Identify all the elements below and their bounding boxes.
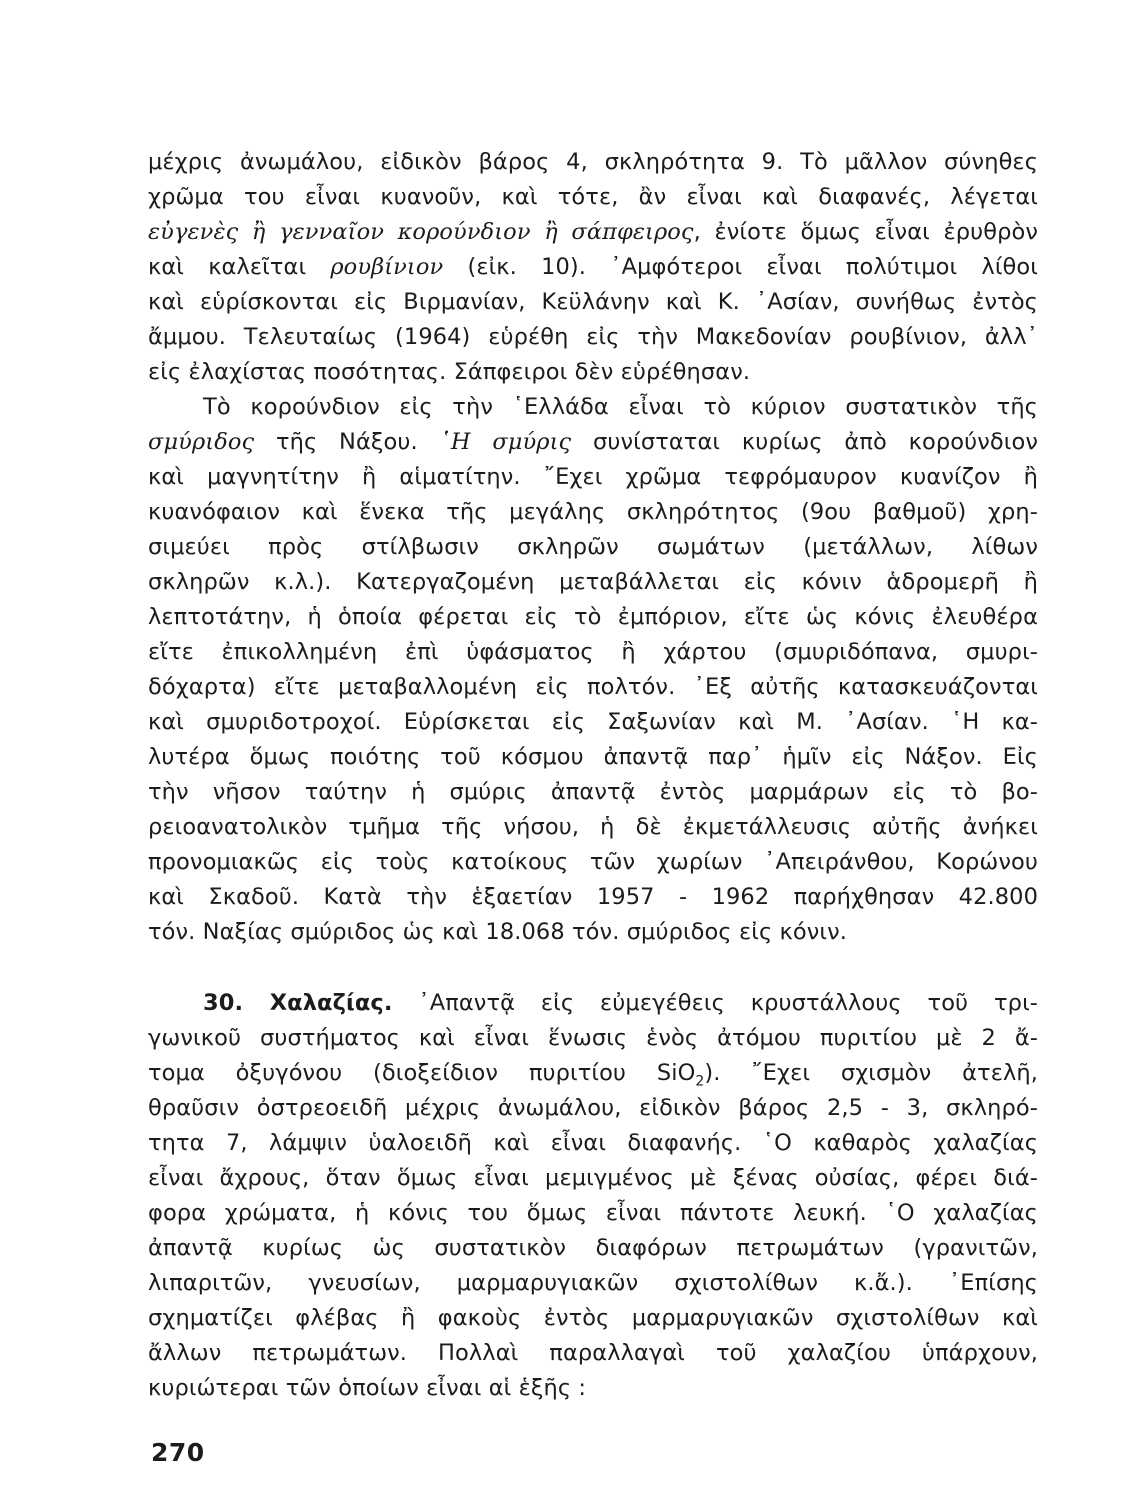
text-line: κυανόφαιον καὶ ἕνεκα τῆς μεγάλης σκληρότητος (9ου βαθμοῦ) χρη- [148, 499, 1038, 525]
section-heading: 30. Χαλαζίας. [203, 990, 393, 1016]
text-line: χρῶμα του εἶναι κυανοῦν, καὶ τότε, ἂν εἶναι καὶ διαφανές, λέγεται [148, 184, 1038, 210]
text-line: προνομιακῶς εἰς τοὺς κατοίκους τῶν χωρίων ᾿Απειράνθου, Κορώνου [148, 849, 1038, 875]
text-line: Τὸ κορούνδιον εἰς τὴν ῾Ελλάδα εἶναι τὸ κύριον συστατικὸν τῆς [203, 394, 1038, 420]
italic-term: ῾Η σμύρις [439, 429, 572, 455]
italic-term: εὐγενὲς ἢ γενναῖον κορούνδιον ἢ σάπφειρος [148, 219, 694, 245]
text-run: τῆς Νάξου. [254, 429, 440, 455]
text-line: λιπαριτῶν, γνευσίων, μαρμαρυγιακῶν σχιστολίθων κ.ἄ.). ᾿Επίσης [148, 1270, 1038, 1296]
page-body [148, 145, 1038, 1406]
text-line: τὴν νῆσον ταύτην ἡ σμύρις ἀπαντᾷ ἐντὸς μαρμάρων εἰς τὸ βο- [148, 779, 1038, 805]
text-line: κυριώτεραι τῶν ὁποίων εἶναι αἱ ἑξῆς : [148, 1375, 587, 1401]
text-line: εἴτε ἐπικολλημένη ἐπὶ ὑφάσματος ἢ χάρτου (σμυριδόπανα, σμυρι- [148, 639, 1038, 665]
text-line [148, 1056, 1038, 1091]
text-line: σιμεύει πρὸς στίλβωσιν σκληρῶν σωμάτων (μετάλλων, λίθων [148, 534, 1038, 560]
paragraph-corundum [148, 145, 1038, 390]
italic-term: ρουβίνιον [330, 254, 444, 280]
text-line: εἶναι ἄχρους, ὅταν ὅμως εἶναι μεμιγμένος μὲ ξένας οὐσίας, φέρει διά- [148, 1165, 1038, 1191]
text-run: καὶ καλεῖται [148, 254, 331, 280]
text-line: ρειοανατολικὸν τμῆμα τῆς νήσου, ἡ δὲ ἐκμετάλλευσις αὐτῆς ἀνήκει [148, 814, 1038, 840]
text-line: γωνικοῦ συστήματος καὶ εἶναι ἕνωσις ἑνὸς ἀτόμου πυριτίου μὲ 2 ἄ- [148, 1025, 1038, 1051]
text-run: ᾿Απαντᾷ εἰς εὐμεγέθεις κρυστάλλους τοῦ τρι- [392, 990, 1038, 1016]
text-line [148, 250, 1038, 285]
text-line [148, 215, 1038, 250]
text-run: τομα ὀξυγόνου (διοξείδιον πυριτίου SiO [148, 1060, 696, 1086]
text-line: δόχαρτα) εἴτε μεταβαλλομένη εἰς πολτόν. ᾿Εξ αὐτῆς κατασκευάζονται [148, 674, 1038, 700]
text-line: θραῦσιν ὀστρεοειδῆ μέχρις ἀνωμάλου, εἰδικὸν βάρος 2,5 - 3, σκληρό- [148, 1095, 1038, 1121]
text-line [148, 425, 1038, 460]
text-line: φορα χρώματα, ἡ κόνις του ὅμως εἶναι πάντοτε λευκή. ῾Ο χαλαζίας [148, 1200, 1038, 1226]
text-line: καὶ εὑρίσκονται εἰς Βιρμανίαν, Κεϋλάνην καὶ Κ. ᾿Ασίαν, συνήθως ἐντὸς [148, 289, 1038, 315]
text-line: ἀπαντᾷ κυρίως ὡς συστατικὸν διαφόρων πετρωμάτων (γρανιτῶν, [148, 1235, 1038, 1261]
text-run: (εἰκ. 10). ᾿Αμφότεροι εἶναι πολύτιμοι λίθοι [443, 254, 1039, 280]
italic-term: σμύριδος [148, 429, 255, 455]
paragraph-emery [148, 390, 1038, 950]
text-run: συνίσταται κυρίως ἀπὸ κορούνδιον [571, 429, 1038, 455]
text-line: σχηματίζει φλέβας ἢ φακοὺς ἐντὸς μαρμαρυγιακῶν σχιστολίθων καὶ [148, 1305, 1038, 1331]
text-line: σκληρῶν κ.λ.). Κατεργαζομένη μεταβάλλεται εἰς κόνιν ἁδρομερῆ ἢ [148, 569, 1038, 595]
page-number: 270 [151, 1438, 205, 1467]
text-line: τόν. Ναξίας σμύριδος ὡς καὶ 18.068 τόν. σμύριδος εἰς κόνιν. [148, 919, 848, 945]
section-gap [148, 950, 1038, 986]
text-run: , ἐνίοτε ὅμως εἶναι ἐρυθρὸν [693, 219, 1038, 245]
text-line: ἄμμου. Τελευταίως (1964) εὑρέθη εἰς τὴν Μακεδονίαν ρουβίνιον, ἀλλ᾿ [148, 324, 1038, 350]
section-30-quartz [148, 986, 1038, 1406]
text-line: ἄλλων πετρωμάτων. Πολλαὶ παραλλαγαὶ τοῦ χαλαζίου ὑπάρχουν, [148, 1340, 1038, 1366]
subscript: 2 [695, 1073, 705, 1090]
text-line: τητα 7, λάμψιν ὑαλοειδῆ καὶ εἶναι διαφανής. ῾Ο καθαρὸς χαλαζίας [148, 1130, 1038, 1156]
text-line: καὶ μαγνητίτην ἢ αἱματίτην. ῎Εχει χρῶμα τεφρόμαυρον κυανίζον ἢ [148, 464, 1038, 490]
text-line: εἰς ἐλαχίστας ποσότητας. Σάπφειροι δὲν εὑρέθησαν. [148, 359, 751, 385]
text-run: ). ῎Εχει σχισμὸν ἀτελῆ, [704, 1060, 1038, 1086]
text-line: καὶ Σκαδοῦ. Κατὰ τὴν ἑξαετίαν 1957 - 1962 παρήχθησαν 42.800 [148, 884, 1038, 910]
text-line: μέχρις ἀνωμάλου, εἰδικὸν βάρος 4, σκληρότητα 9. Τὸ μᾶλλον σύνηθες [148, 149, 1038, 175]
text-line: καὶ σμυριδοτροχοί. Εὑρίσκεται εἰς Σαξωνίαν καὶ Μ. ᾿Ασίαν. ῾Η κα- [148, 709, 1038, 735]
text-line: λυτέρα ὅμως ποιότης τοῦ κόσμου ἀπαντᾷ παρ᾿ ἡμῖν εἰς Νάξον. Εἰς [148, 744, 1038, 770]
text-line: λεπτοτάτην, ἡ ὁποία φέρεται εἰς τὸ ἐμπόριον, εἴτε ὡς κόνις ἐλευθέρα [148, 604, 1038, 630]
section-first-line [148, 986, 1038, 1021]
